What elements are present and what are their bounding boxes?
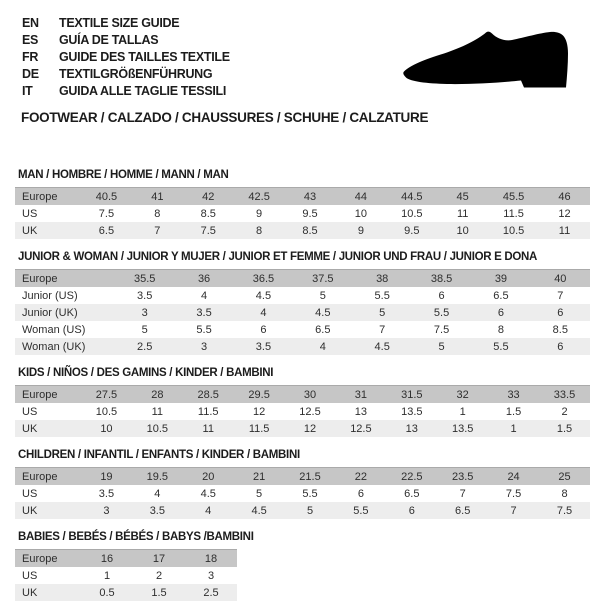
size-cell: 31 <box>354 388 368 401</box>
size-cell: 8 <box>497 323 504 336</box>
size-cell: 11.5 <box>197 405 219 418</box>
size-cell: 22 <box>354 470 368 483</box>
size-cell: 5 <box>256 487 263 500</box>
size-cell: 4.5 <box>255 289 272 302</box>
size-cell: 1.5 <box>151 586 167 599</box>
table-row <box>15 188 590 206</box>
table-row <box>15 403 590 420</box>
size-cell: 4.5 <box>315 306 331 319</box>
size-cell: 46 <box>558 190 571 203</box>
size-cell: 13.5 <box>401 405 423 418</box>
language-label: GUIDE DES TAILLES TEXTILE <box>59 49 230 64</box>
size-cell: 0.5 <box>99 586 115 599</box>
size-cell: 1 <box>510 422 517 435</box>
size-cell: 19 <box>100 470 113 483</box>
size-cell: 43 <box>303 190 317 203</box>
size-cell: 10 <box>456 224 469 237</box>
size-cell: 4.5 <box>200 487 216 500</box>
size-cell: 5.5 <box>302 487 318 500</box>
size-cell: 37.5 <box>312 272 334 285</box>
size-cell: 18 <box>204 552 218 565</box>
size-cell: 6.5 <box>455 504 471 517</box>
table-row <box>15 205 590 222</box>
size-cell: 3 <box>201 340 208 353</box>
size-cell: 40 <box>554 272 567 285</box>
table-row <box>15 304 590 321</box>
size-cell: 3.5 <box>255 340 272 353</box>
size-cell: 6 <box>260 323 267 336</box>
row-label: Europe <box>22 470 58 483</box>
size-cell: 5 <box>306 504 314 517</box>
size-cell: 45 <box>456 190 469 203</box>
size-cell: 13.5 <box>451 422 474 435</box>
size-cell: 25 <box>558 470 571 483</box>
size-cell: 6.5 <box>493 289 509 302</box>
size-cell: 7 <box>379 323 386 336</box>
size-cell: 5 <box>319 289 326 302</box>
size-cell: 5.5 <box>374 289 390 302</box>
size-cell: 6 <box>497 306 504 319</box>
size-cell: 27.5 <box>95 388 118 401</box>
row-label: Europe <box>22 272 58 285</box>
size-cell: 6 <box>438 289 445 302</box>
table-row <box>15 287 590 304</box>
size-cell: 3.5 <box>149 504 165 517</box>
size-cell: 13 <box>405 422 418 435</box>
section-title: MAN / HOMBRE / HOMME / MANN / MAN <box>18 169 229 181</box>
size-cell: 42.5 <box>248 190 270 203</box>
language-code: FR <box>22 49 39 64</box>
size-cell: 6.5 <box>315 323 331 336</box>
size-cell: 4 <box>205 504 212 517</box>
row-label: Junior (US) <box>22 289 78 302</box>
size-cell: 7 <box>510 504 517 517</box>
size-cell: 3 <box>141 306 148 319</box>
size-cell: 24 <box>507 470 520 483</box>
language-label: TEXTILE SIZE GUIDE <box>59 15 180 30</box>
size-cell: 12.5 <box>350 422 372 435</box>
size-cell: 4 <box>201 289 208 302</box>
size-cell: 21.5 <box>299 470 321 483</box>
size-cell: 45.5 <box>502 190 525 203</box>
size-cell: 44 <box>354 190 368 203</box>
language-code: IT <box>22 83 33 98</box>
size-cell: 21 <box>252 470 266 483</box>
size-cell: 7.5 <box>98 207 115 220</box>
table-row <box>15 270 590 288</box>
size-section <box>15 251 590 355</box>
size-cell: 19.5 <box>146 470 169 483</box>
size-cell: 6.5 <box>98 224 115 237</box>
size-cell: 7.5 <box>505 487 522 500</box>
size-cell: 3.5 <box>98 487 115 500</box>
size-cell: 2 <box>561 405 568 418</box>
size-cell: 4.5 <box>374 340 390 353</box>
size-cell: 10.5 <box>401 207 423 220</box>
table-row <box>15 584 237 601</box>
size-cell: 5 <box>438 340 445 353</box>
size-section <box>15 169 590 239</box>
size-cell: 36 <box>197 272 211 285</box>
size-cell: 9.5 <box>404 224 420 237</box>
language-code: ES <box>22 32 39 47</box>
size-cell: 5.5 <box>433 306 450 319</box>
size-cell: 36.5 <box>252 272 275 285</box>
row-label: Europe <box>22 190 58 203</box>
size-cell: 4.5 <box>251 504 267 517</box>
table-row <box>15 485 590 502</box>
size-cell: 11.5 <box>503 207 524 220</box>
table-row <box>15 321 590 338</box>
size-cell: 28.5 <box>197 388 219 401</box>
language-code: DE <box>22 66 39 81</box>
size-cell: 6 <box>557 340 564 353</box>
size-cell: 3.5 <box>196 306 212 319</box>
size-cell: 9.5 <box>302 207 318 220</box>
section-title: BABIES / BEBÉS / BÉBÉS / BABYS /BAMBINI <box>18 531 254 543</box>
row-label: Woman (US) <box>22 323 86 336</box>
language-label: TEXTILGRÖßENFÜHRUNG <box>59 66 213 81</box>
size-cell: 1.5 <box>556 422 573 435</box>
size-cell: 4 <box>319 340 326 353</box>
table-row <box>15 338 590 355</box>
size-section <box>15 531 590 601</box>
language-code: EN <box>22 15 39 30</box>
row-label: US <box>22 487 38 500</box>
size-cell: 5.5 <box>196 323 212 336</box>
size-cell: 42 <box>202 190 215 203</box>
size-cell: 6 <box>557 306 564 319</box>
size-cell: 28 <box>151 388 164 401</box>
size-cell: 13 <box>354 405 368 418</box>
table-row <box>15 567 237 584</box>
size-cell: 8 <box>561 487 568 500</box>
size-cell: 7 <box>154 224 161 237</box>
size-cell: 10.5 <box>146 422 169 435</box>
size-cell: 10 <box>354 207 368 220</box>
size-cell: 11 <box>456 207 469 220</box>
size-cell: 44.5 <box>401 190 423 203</box>
size-cell: 11 <box>558 224 571 237</box>
size-cell: 2 <box>155 569 163 582</box>
row-label: Europe <box>22 388 58 401</box>
size-cell: 5 <box>379 306 386 319</box>
language-row-en <box>22 14 590 31</box>
size-cell: 7.5 <box>433 323 450 336</box>
table-row <box>15 502 590 519</box>
size-cell: 6 <box>357 487 364 500</box>
size-cell: 22.5 <box>401 470 423 483</box>
size-cell: 39 <box>494 272 508 285</box>
language-label: GUÍA DE TALLAS <box>59 32 159 47</box>
size-cell: 11 <box>202 422 214 435</box>
table-row <box>15 550 237 568</box>
size-cell: 10.5 <box>95 405 118 418</box>
row-label: Europe <box>22 552 58 565</box>
size-cell: 17 <box>152 552 166 565</box>
row-label: US <box>22 405 38 418</box>
section-title: KIDS / NIÑOS / DES GAMINS / KINDER / BAMBINI <box>18 367 274 379</box>
row-label: Junior (UK) <box>22 306 78 319</box>
size-cell: 12 <box>303 422 317 435</box>
row-label: UK <box>22 504 38 517</box>
language-label: GUIDA ALLE TAGLIE TESSILI <box>59 83 227 98</box>
size-cell: 29.5 <box>248 388 270 401</box>
size-cell: 8.5 <box>552 323 568 336</box>
size-cell: 3 <box>103 504 110 517</box>
size-cell: 32 <box>456 388 469 401</box>
size-cell: 6.5 <box>404 487 420 500</box>
size-cell: 10 <box>100 422 113 435</box>
row-label: US <box>22 207 38 220</box>
size-cell: 3 <box>207 569 215 582</box>
section-title: JUNIOR & WOMAN / JUNIOR Y MUJER / JUNIOR ET FEMME / JUNIOR UND FRAU / JUNIOR E DONA <box>18 251 538 263</box>
size-cell: 9 <box>357 224 364 237</box>
size-cell: 33 <box>507 388 520 401</box>
table-row <box>15 468 590 486</box>
size-cell: 2.5 <box>203 586 219 599</box>
size-cell: 8 <box>154 207 161 220</box>
size-cell: 6 <box>408 504 415 517</box>
size-cell: 38.5 <box>430 272 453 285</box>
size-cell: 9 <box>256 207 263 220</box>
size-cell: 1 <box>103 569 111 582</box>
size-cell: 7 <box>557 289 564 302</box>
row-label: UK <box>22 422 38 435</box>
dress-shoe-icon <box>402 31 570 94</box>
size-cell: 11 <box>151 405 164 418</box>
size-cell: 2.5 <box>137 340 153 353</box>
size-tables <box>15 169 590 601</box>
size-cell: 16 <box>100 552 114 565</box>
size-cell: 3.5 <box>137 289 153 302</box>
category-title: FOOTWEAR / CALZADO / CHAUSSURES / SCHUHE / CALZATURE <box>21 110 429 125</box>
section-title: CHILDREN / INFANTIL / ENFANTS / KINDER / BAMBINI <box>18 449 300 461</box>
size-section <box>15 449 590 519</box>
size-cell: 5.5 <box>493 340 509 353</box>
size-cell: 40.5 <box>95 190 118 203</box>
size-cell: 10.5 <box>502 224 525 237</box>
row-label: UK <box>22 586 38 599</box>
size-cell: 7.5 <box>556 504 573 517</box>
size-cell: 12.5 <box>299 405 321 418</box>
row-label: UK <box>22 224 38 237</box>
table-row <box>15 420 590 437</box>
size-cell: 1.5 <box>505 405 522 418</box>
row-label: US <box>22 569 38 582</box>
size-cell: 20 <box>202 470 215 483</box>
size-cell: 8 <box>256 224 263 237</box>
size-cell: 8.5 <box>200 207 216 220</box>
size-cell: 5.5 <box>353 504 369 517</box>
size-cell: 38 <box>376 272 389 285</box>
size-cell: 33.5 <box>553 388 576 401</box>
size-cell: 31.5 <box>401 388 423 401</box>
size-cell: 23.5 <box>451 470 474 483</box>
size-cell: 8.5 <box>302 224 318 237</box>
size-cell: 12 <box>558 207 571 220</box>
size-section <box>15 367 590 437</box>
row-label: Woman (UK) <box>22 340 86 353</box>
size-cell: 4 <box>154 487 161 500</box>
size-cell: 7.5 <box>200 224 216 237</box>
size-cell: 5 <box>141 323 148 336</box>
size-cell: 30 <box>303 388 317 401</box>
size-cell: 11.5 <box>248 422 270 435</box>
size-cell: 1 <box>459 405 466 418</box>
size-cell: 4 <box>260 306 267 319</box>
table-row <box>15 386 590 404</box>
size-cell: 35.5 <box>133 272 156 285</box>
size-cell: 7 <box>459 487 466 500</box>
size-cell: 12 <box>252 405 266 418</box>
table-row <box>15 222 590 239</box>
size-cell: 41 <box>151 190 164 203</box>
